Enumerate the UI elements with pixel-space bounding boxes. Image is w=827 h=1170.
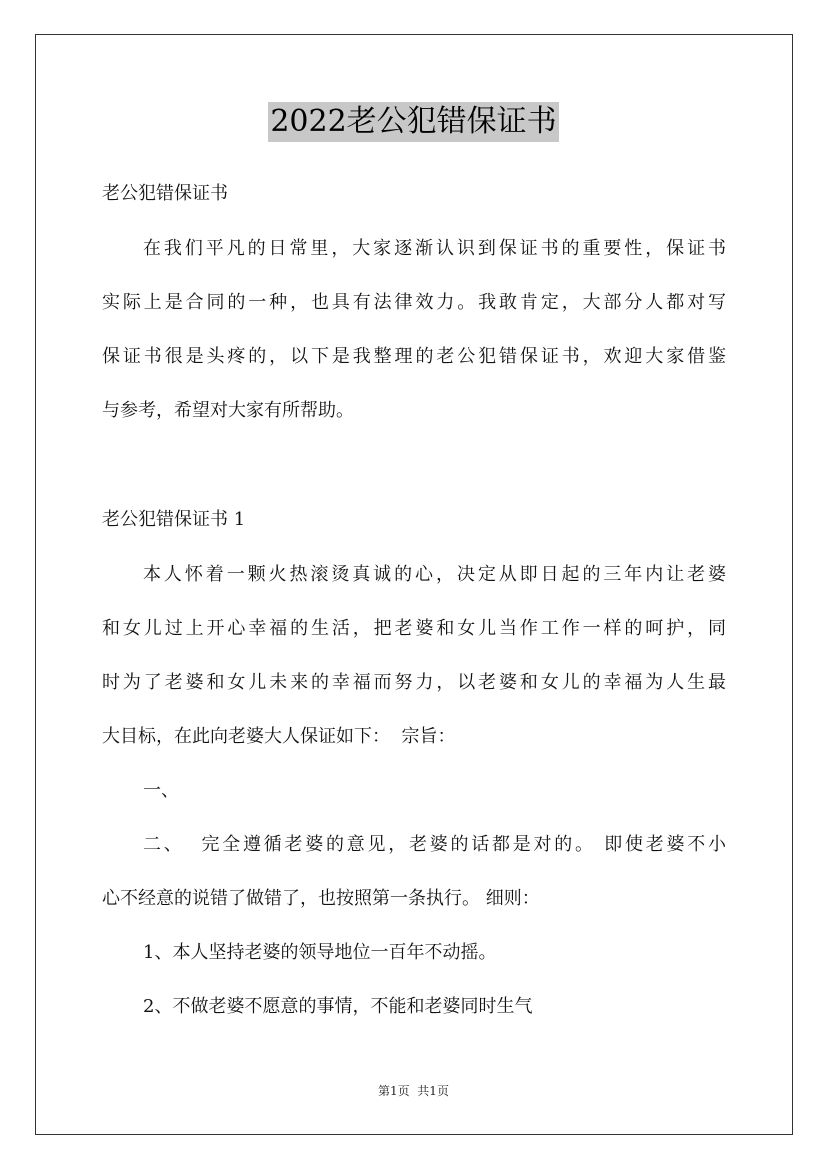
intro-line-1: 在我们平凡的日常里，大家逐渐认识到保证书的重要性，保证书 — [143, 238, 726, 259]
intro-line-2: 实际上是合同的一种，也具有法律效力。我敢肯定，大部分人都对写 — [102, 292, 726, 313]
body-line-1: 本人怀着一颗火热滚烫真诚的心，决定从即日起的三年内让老婆 — [143, 564, 726, 585]
subtitle: 老公犯错保证书 — [102, 183, 228, 204]
body-line-2: 和女儿过上开心幸福的生活，把老婆和女儿当作工作一样的呵护，同 — [102, 618, 726, 639]
body-line-4: 大目标，在此向老婆大人保证如下： 宗旨： — [102, 726, 456, 747]
title-container — [0, 102, 827, 142]
item-two-line-2: 心不经意的说错了做错了，也按照第一条执行。 细则： — [102, 888, 540, 909]
section-heading: 老公犯错保证书 1 — [102, 509, 246, 530]
rule-1: 1、本人坚持老婆的领导地位一百年不动摇。 — [143, 942, 497, 963]
document-title: 2022老公犯错保证书 — [268, 102, 558, 142]
item-two-line-1: 二、 完全遵循老婆的意见，老婆的话都是对的。 即使老婆不小 — [143, 834, 726, 855]
item-one: 一、 — [143, 780, 179, 801]
page-footer: 第1页 共1页 — [378, 1084, 449, 1098]
body-line-3: 时为了老婆和女儿未来的幸福而努力，以老婆和女儿的幸福为人生最 — [102, 672, 726, 693]
rule-2: 2、不做老婆不愿意的事情，不能和老婆同时生气 — [143, 996, 533, 1017]
intro-line-4: 与参考，希望对大家有所帮助。 — [102, 400, 354, 421]
intro-line-3: 保证书很是头疼的，以下是我整理的老公犯错保证书，欢迎大家借鉴 — [102, 346, 726, 367]
